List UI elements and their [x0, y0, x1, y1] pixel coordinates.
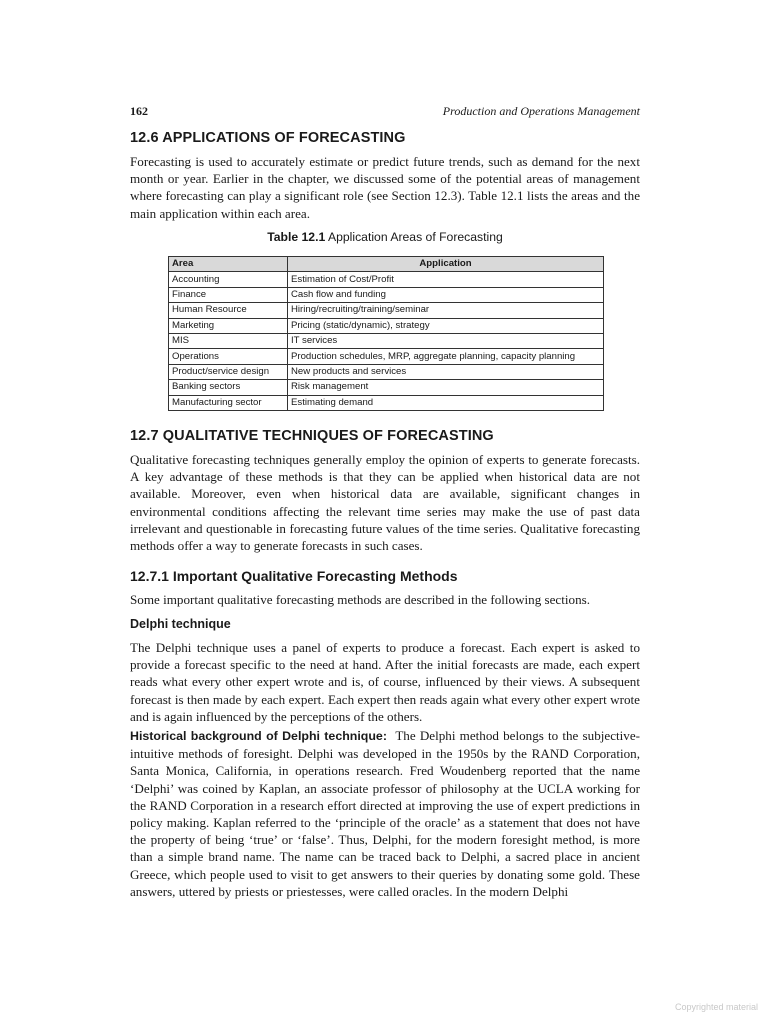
table-row: [169, 333, 604, 348]
table-cell-application: Hiring/recruiting/training/seminar: [288, 303, 604, 318]
section-heading-12-6: 12.6 APPLICATIONS OF FORECASTING: [130, 130, 406, 146]
table-caption: [130, 230, 640, 244]
table-cell-area: Finance: [169, 287, 288, 302]
page-number: 162: [130, 104, 148, 118]
table-caption-text: Application Areas of Forecasting: [327, 230, 503, 244]
section-heading-12-7: 12.7 QUALITATIVE TECHNIQUES OF FORECASTING: [130, 428, 494, 444]
table-header-area: Area: [169, 257, 288, 272]
table-caption-label: Table 12.1: [267, 230, 326, 244]
table-cell-application: Pricing (static/dynamic), strategy: [288, 318, 604, 333]
forecasting-applications-table: [168, 256, 604, 411]
section-12-7-paragraph: Qualitative forecasting techniques generally employ the opinion of experts to generate forecasts. A key advantage of these methods is that they can be applied when historical data are not available. Moreover, even when historical data are available, significant changes in environmental conditions affecting the relevant time series may make the use of past data irrelevant and questionable in forecasting future values of the time series. Qualitative forecasting methods offer a way to generate forecasts in such cases.: [130, 452, 640, 554]
delphi-history-text: The Delphi method belongs to the subjective-intuitive methods of foresight. Delphi was developed in the 1950s by the RAND Corporation, Santa Monica, California, in operations research. Fred Woudenberg reported that the name ‘Delphi’ was coined by Kaplan, an associate professor of philosophy at the UCLA working for the RAND Corporation in a research effort directed at improving the use of expert predictions in policy making. Kaplan referred to the ‘principle of the oracle’ as a statement that does not have the property of being ‘true’ or ‘false’. Thus, Delphi, for the modern foresight method, is more than a simple brand name. The name can be traced back to Delphi, a sacred place in ancient Greece, which people used to visit to get answers to their queries by donating some gold. These answers, uttered by priests or priestesses, were called oracles. In the modern Delphi: [130, 728, 640, 899]
table-row: [169, 318, 604, 333]
delphi-history-runin: Historical background of Delphi technique:: [130, 729, 387, 743]
table-row: [169, 303, 604, 318]
table-cell-area: Operations: [169, 349, 288, 364]
table-row: [169, 364, 604, 379]
table-row: [169, 272, 604, 287]
copyright-watermark: Copyrighted material: [674, 1002, 758, 1012]
table-header-row: [169, 257, 604, 272]
delphi-history-paragraph: [130, 727, 640, 900]
table-cell-area: Banking sectors: [169, 380, 288, 395]
table-cell-application: New products and services: [288, 364, 604, 379]
table-cell-area: Human Resource: [169, 303, 288, 318]
table-cell-area: MIS: [169, 333, 288, 348]
table-cell-application: Production schedules, MRP, aggregate planning, capacity planning: [288, 349, 604, 364]
running-title: Production and Operations Management: [442, 104, 640, 118]
table-cell-area: Accounting: [169, 272, 288, 287]
table-cell-area: Manufacturing sector: [169, 395, 288, 410]
table-cell-application: IT services: [288, 333, 604, 348]
section-heading-12-7-1: 12.7.1 Important Qualitative Forecasting Methods: [130, 568, 458, 584]
table-row: [169, 287, 604, 302]
table-cell-application: Cash flow and funding: [288, 287, 604, 302]
section-12-6-paragraph: Forecasting is used to accurately estimate or predict future trends, such as demand for the next month or year. Earlier in the chapter, we discussed some of the potential areas of management where forecasting can play a significant role (see Section 12.3). Table 12.1 lists the areas and the main application within each area.: [130, 154, 640, 221]
table-cell-application: Estimation of Cost/Profit: [288, 272, 604, 287]
table-cell-application: Risk management: [288, 380, 604, 395]
table-header-application: Application: [288, 257, 604, 272]
table-row: [169, 349, 604, 364]
running-header: [130, 104, 640, 119]
section-12-7-1-paragraph: Some important qualitative forecasting methods are described in the following sections.: [130, 592, 590, 607]
delphi-paragraph: The Delphi technique uses a panel of experts to produce a forecast. Each expert is asked to provide a forecast specific to the need at hand. After the initial forecasts are made, each expert reads what every other expert wrote and is, of course, influenced by their views. A subsequent forecast is then made by each expert. Each expert then reads again what every other expert wrote and is again influenced by the perceptions of the others.: [130, 640, 640, 724]
table-row: [169, 380, 604, 395]
delphi-heading: Delphi technique: [130, 617, 231, 631]
table-cell-application: Estimating demand: [288, 395, 604, 410]
table-row: [169, 395, 604, 410]
table-cell-area: Product/service design: [169, 364, 288, 379]
table-cell-area: Marketing: [169, 318, 288, 333]
